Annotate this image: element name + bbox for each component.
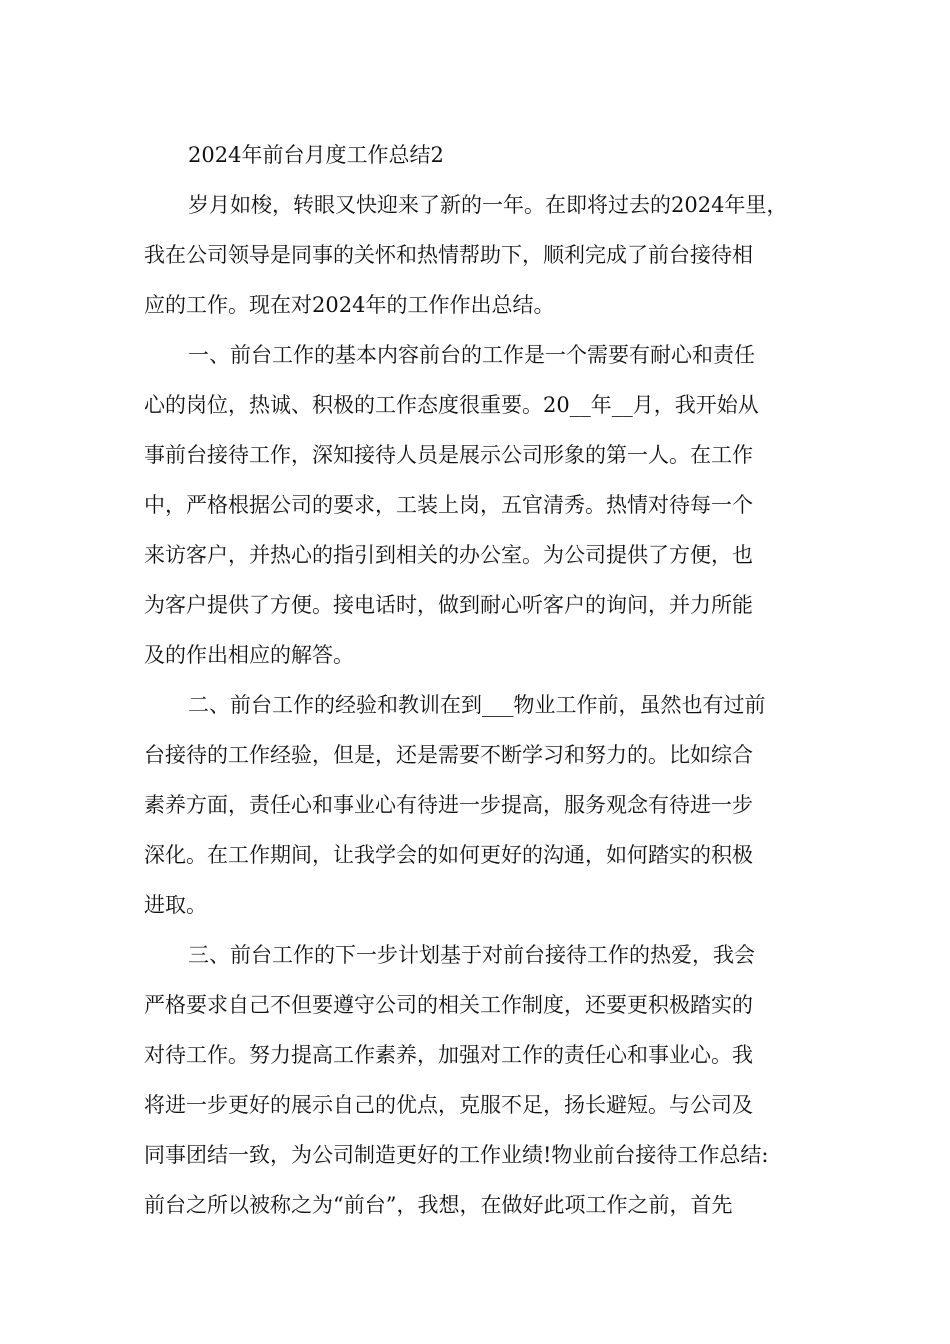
paragraph-line: 一、前台工作的基本内容前台的工作是一个需要有耐心和责任 xyxy=(188,343,755,367)
paragraph-line: 来访客户，并热心的指引到相关的办公室。为公司提供了方便，也 xyxy=(144,543,753,567)
document-body xyxy=(144,130,824,1230)
paragraph-line: 台接待的工作经验，但是，还是需要不断学习和努力的。比如综合 xyxy=(144,743,753,767)
paragraph-line: 二、前台工作的经验和教训在到___物业工作前，虽然也有过前 xyxy=(188,693,766,717)
document-title: 2024年前台月度工作总结2 xyxy=(188,143,444,167)
paragraph-line: 前台之所以被称之为“前台”，我想，在做好此项工作之前，首先 xyxy=(144,1193,733,1217)
paragraph-line: 对待工作。努力提高工作素养，加强对工作的责任心和事业心。我 xyxy=(144,1043,753,1067)
paragraph-line: 为客户提供了方便。接电话时，做到耐心听客户的询问，并力所能 xyxy=(144,593,753,617)
paragraph-section-two xyxy=(144,680,824,930)
paragraph-line: 严格要求自己不但要遵守公司的相关工作制度，还要更积极踏实的 xyxy=(144,993,753,1017)
paragraph-line: 将进一步更好的展示自己的优点，克服不足，扬长避短。与公司及 xyxy=(144,1093,753,1117)
paragraph-line: 深化。在工作期间，让我学会的如何更好的沟通，如何踏实的积极 xyxy=(144,843,753,867)
paragraph-section-one xyxy=(144,330,824,680)
paragraph-intro xyxy=(144,180,824,330)
paragraph-line: 应的工作。现在对2024年的工作作出总结。 xyxy=(144,293,555,317)
paragraph-line: 三、前台工作的下一步计划基于对前台接待工作的热爱，我会 xyxy=(188,943,755,967)
paragraph-line: 岁月如梭，转眼又快迎来了新的一年。在即将过去的2024年里， xyxy=(188,193,788,217)
paragraph-line: 素养方面，责任心和事业心有待进一步提高，服务观念有待进一步 xyxy=(144,793,753,817)
paragraph-line: 事前台接待工作，深知接待人员是展示公司形象的第一人。在工作 xyxy=(144,443,753,467)
paragraph-line: 及的作出相应的解答。 xyxy=(144,643,354,667)
paragraph-line: 进取。 xyxy=(144,893,207,917)
paragraph-section-three xyxy=(144,930,824,1230)
paragraph-line: 我在公司领导是同事的关怀和热情帮助下，顺利完成了前台接待相 xyxy=(144,243,753,267)
paragraph-line: 同事团结一致，为公司制造更好的工作业绩!物业前台接待工作总结: xyxy=(144,1143,769,1167)
paragraph-line: 中，严格根据公司的要求，工装上岗，五官清秀。热情对待每一个 xyxy=(144,493,753,517)
paragraph-line: 心的岗位，热诚、积极的工作态度很重要。20__年__月，我开始从 xyxy=(144,393,759,417)
